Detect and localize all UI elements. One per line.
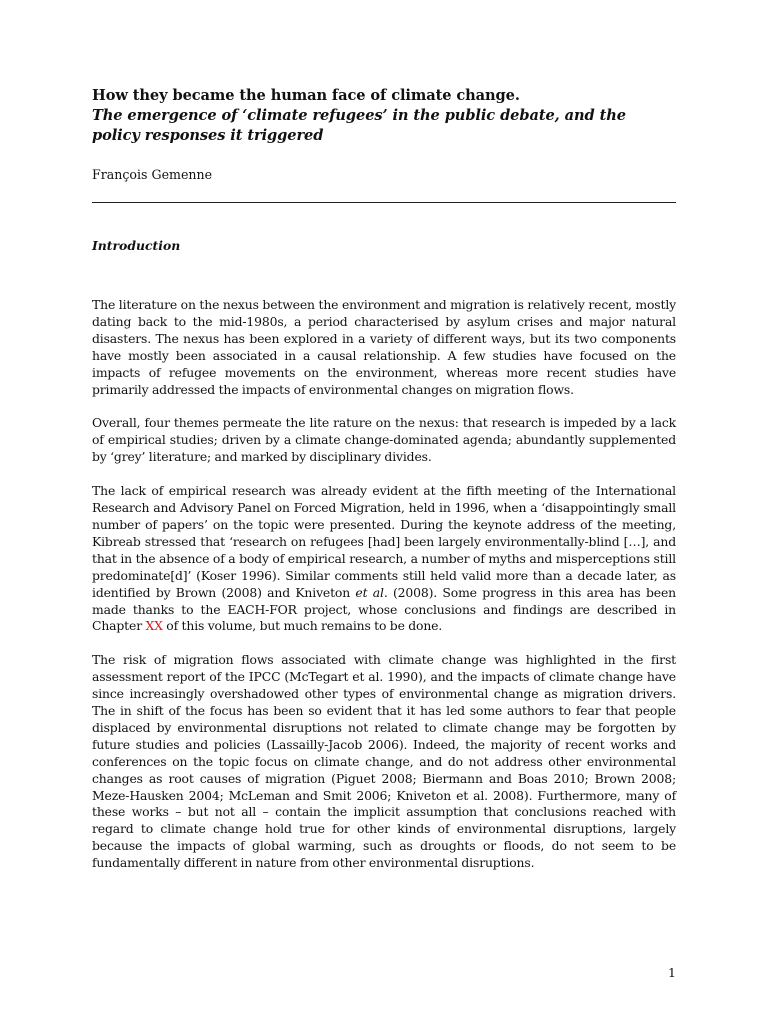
paragraph-4: The risk of migration flows associated with climate change was highlighted in the first assessment report of the IPCC (McTegart et al. 1990), and the impacts of climate change have since increasingly overshadowed other types of environmental change as migration drivers. The in shift of the focus has been so evident that it has led some authors to fear that people displaced by environmental disruptions not related to climate change may be forgotten by future studies and policies (Lassailly-Jacob 2006). Indeed, the majority of recent works and conferences on the topic focus on climate change, and do not address other environmental changes as root causes of migration (Piguet 2008; Biermann and Boas 2010; Brown 2008; Meze-Hausken 2004; McLeman and Smit 2006; Kniveton et al. 2008). Furthermore, many of these works – but not all – contain the implicit assumption that conclusions reached with regard to climate change hold true for other kinds of environmental disruptions, largely because the impacts of global warming, such as droughts or floods, do not seem to be fundamentally different in nature from other environmental disruptions.	[92, 652, 676, 871]
paragraph-3	[92, 483, 676, 635]
paragraph-3-text-c: of this volume, but much remains to be done.	[162, 618, 443, 634]
paragraph-3-text-a: The lack of empirical research was already evident at the fifth meeting of the International Research and Advisory Panel on Forced Migration, held in 1996, when a ‘disappointingly small number of papers’ on the topic were presented. During the keynote address of the meeting, Kibreab stressed that ‘research on refugees [had] been largely environmentally-blind […], and that in the absence of a body of empirical research, a number of myths and misperceptions still predominate[d]’ (Koser 1996). Similar comments still held valid more than a decade later, as identified by Brown (2008) and Kniveton	[92, 483, 676, 600]
section-heading-introduction: Introduction	[92, 238, 181, 253]
paragraph-3-et-al: et al.	[355, 584, 388, 600]
author-name: François Gemenne	[92, 167, 213, 182]
chapter-placeholder-xx: XX	[145, 618, 163, 634]
paragraph-3-text-b: (2008). Some progress in this area has been made thanks to the EACH-FOR project, whose conclusions and findings are described in Chapter	[92, 584, 676, 634]
document-body	[92, 86, 676, 872]
page-number: 1	[668, 965, 676, 980]
paragraph-2: Overall, four themes permeate the lite rature on the nexus: that research is impeded by a lack of empirical studies; driven by a climate change-dominated agenda; abundantly supplemented by ‘grey’ literature; and marked by disciplinary divides.	[92, 415, 676, 465]
header-divider	[92, 202, 676, 203]
paper-subtitle: The emergence of ‘climate refugees’ in the public debate, and the policy responses it triggered	[92, 107, 626, 144]
paragraph-1: The literature on the nexus between the environment and migration is relatively recent, mostly dating back to the mid-1980s, a period characterised by asylum crises and major natural disasters. The nexus has been explored in a variety of different ways, but its two components have mostly been associated in a causal relationship. A few studies have focused on the impacts of refugee movements on the environment, whereas more recent studies have primarily addressed the impacts of environmental changes on migration flows.	[92, 297, 676, 397]
paper-title: How they became the human face of climate change.	[92, 87, 520, 104]
